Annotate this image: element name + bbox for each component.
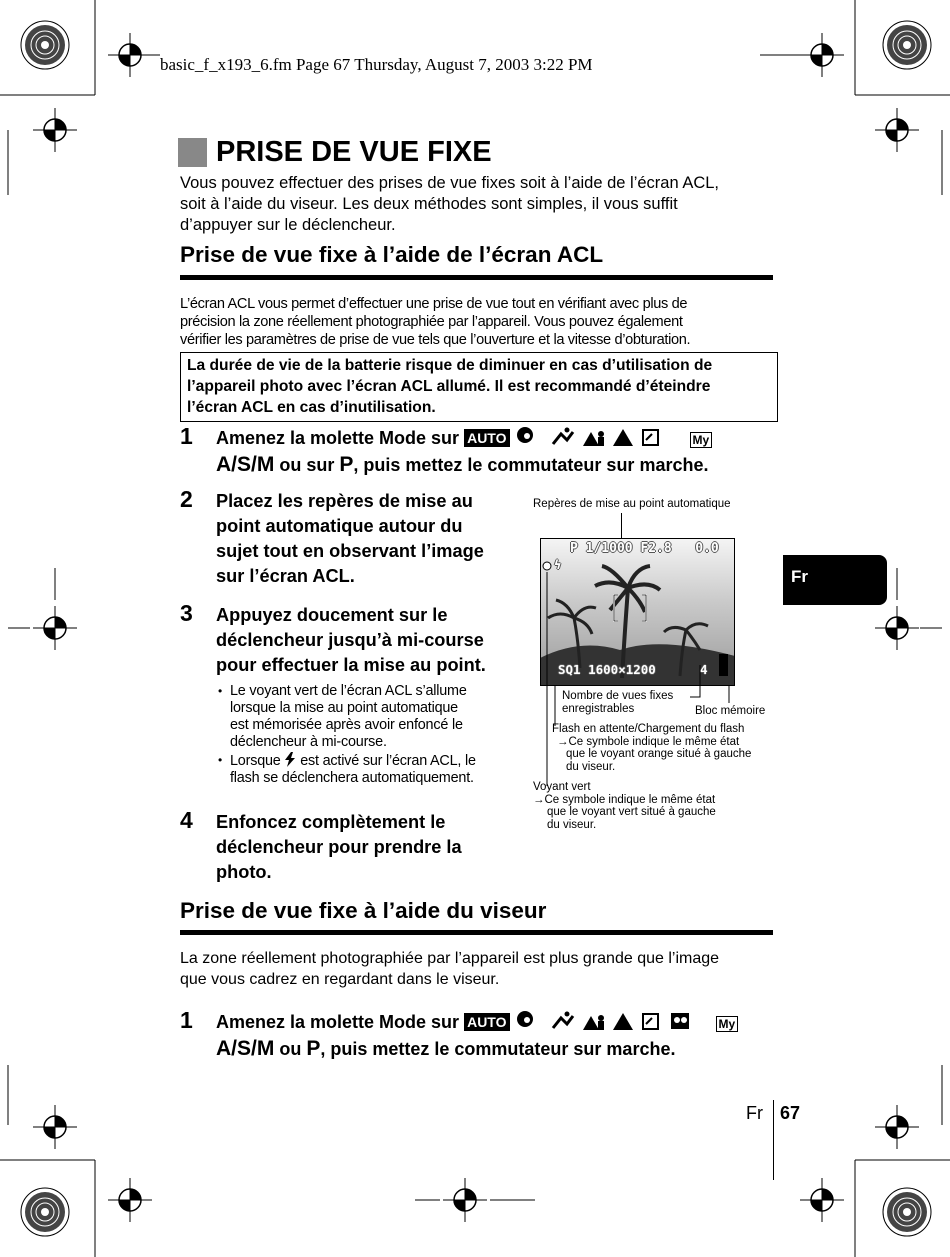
para-line: précision la zone réellement photographiée par l’appareil. Vous pouvez également <box>180 314 683 330</box>
step-number: 4 <box>180 807 193 833</box>
step-line: point automatique autour du <box>216 516 463 536</box>
landscape-portrait-icon <box>583 431 604 446</box>
caption-line: →Ce symbole indique le même état <box>557 735 740 748</box>
warning-line: l’appareil photo avec l’écran ACL allumé. Il est recommandé d’éteindre <box>187 378 711 395</box>
footer-language: Fr <box>746 1103 763 1123</box>
caption-line: Flash en attente/Chargement du flash <box>552 723 745 735</box>
lcd-screen-illustration <box>540 538 735 686</box>
scene-mode-icons <box>515 426 685 448</box>
my-mode-icon: My <box>690 432 713 448</box>
step4-text <box>216 810 462 885</box>
section-heading-lcd: Prise de vue fixe à l’aide de l’écran ACL <box>180 242 604 267</box>
auto-mode-icon: AUTO <box>464 429 509 447</box>
para-line: vérifier les paramètres de prise de vue tels que l’ouverture et la vitesse d’obturation. <box>180 332 691 348</box>
scene-mode-icons <box>515 1010 711 1032</box>
warning-box <box>180 352 778 422</box>
memory-caption: Bloc mémoire <box>695 705 766 717</box>
step-line: Placez les repères de mise au <box>216 491 473 511</box>
page-title-text: PRISE DE VUE FIXE <box>216 136 492 168</box>
intro-paragraph <box>180 173 780 236</box>
step-line: sujet tout en observant l’image <box>216 541 484 561</box>
intro-line: soit à l’aide du viseur. Les deux méthodes sont simples, il vous suffit <box>180 195 678 213</box>
lcd-frame-count: 4 <box>700 662 708 677</box>
step-line: déclencheur pour prendre la <box>216 837 462 857</box>
landscape-portrait-icon <box>583 1015 604 1030</box>
step-line: Appuyez doucement sur le <box>216 605 448 625</box>
section2-paragraph <box>180 948 780 990</box>
frames-caption <box>562 690 673 715</box>
step-line: Enfoncez complètement le <box>216 812 446 832</box>
caption-line: du viseur. <box>547 818 597 831</box>
step3-text <box>216 603 486 678</box>
step-text: , puis mettez le commutateur sur marche. <box>320 1039 676 1059</box>
step-line: pour effectuer la mise au point. <box>216 655 486 675</box>
step1-line2 <box>216 1036 675 1062</box>
caption-line: que le voyant vert situé à gauche <box>547 806 716 818</box>
print-header: basic_f_x193_6.fm Page 67 Thursday, August 7, 2003 3:22 PM <box>160 55 593 74</box>
bullet-item <box>218 683 518 751</box>
step1-line1 <box>216 426 712 453</box>
sport-icon <box>553 1012 573 1029</box>
asm-mode-label: A/S/M <box>216 1037 275 1060</box>
bullet-line: • Le voyant vert de l’écran ACL s’allume <box>230 683 467 699</box>
section-heading-viewfinder: Prise de vue fixe à l’aide du viseur <box>180 898 547 923</box>
para-line: La zone réellement photographiée par l’appareil est plus grande que l’image <box>180 950 720 967</box>
section-rule <box>180 275 773 280</box>
green-led-caption <box>533 781 716 831</box>
step-text: Amenez la molette Mode sur <box>216 428 460 448</box>
portrait-icon <box>517 427 533 443</box>
step3-bullets <box>218 683 518 788</box>
bullet-line: déclencheur à mi-course. <box>230 734 387 750</box>
page-number: 67 <box>780 1103 801 1123</box>
step-number: 3 <box>180 600 193 626</box>
caption-line: du viseur. <box>566 760 616 773</box>
caption-line: que le voyant orange situé à gauche <box>566 748 752 760</box>
warning-line: l’écran ACL en cas d’inutilisation. <box>187 399 436 416</box>
footer-divider <box>773 1100 774 1180</box>
intro-line: d’appuyer sur le déclencheur. <box>180 216 396 234</box>
para-line: que vous cadrez en regardant dans le viseur. <box>180 971 500 988</box>
caption-line: enregistrables <box>562 702 635 715</box>
step-number: 1 <box>180 1007 193 1033</box>
caption-line: Nombre de vues fixes <box>562 690 674 702</box>
bullet-item <box>218 752 518 787</box>
step-text: , puis mettez le commutateur sur marche. <box>353 455 709 475</box>
bullet-line: est mémorisée après avoir enfoncé le <box>230 717 463 733</box>
step-line: photo. <box>216 862 272 882</box>
lcd-readout: P 1/1000 F2.8 0.0 <box>570 541 719 556</box>
warning-line: La durée de vie de la batterie risque de diminuer en cas d’utilisation de <box>187 357 713 374</box>
p-mode-label: P <box>306 1037 321 1060</box>
side-tab-label: Fr <box>791 567 808 586</box>
para-line: L’écran ACL vous permet d’effectuer une prise de vue tout en vérifiant avec plus de <box>180 296 688 312</box>
step-number: 1 <box>180 423 193 449</box>
sport-icon <box>553 428 573 445</box>
step1-line1 <box>216 1010 738 1037</box>
p-mode-label: P <box>339 453 354 476</box>
af-marks-caption: Repères de mise au point automatique <box>533 498 731 510</box>
flash-caption <box>552 723 751 773</box>
landscape-icon <box>613 1013 633 1030</box>
bullet-line: flash se déclenchera automatiquement. <box>230 770 474 786</box>
step-text: ou <box>274 1039 307 1059</box>
section1-paragraph <box>180 295 780 349</box>
asm-mode-label: A/S/M <box>216 453 275 476</box>
my-mode-icon: My <box>716 1016 739 1032</box>
step2-text <box>216 489 484 589</box>
caption-line: Voyant vert <box>533 781 591 793</box>
caption-line: →Ce symbole indique le même état <box>533 793 716 806</box>
language-side-tab <box>783 555 887 605</box>
lcd-flash-icon: ϟ <box>554 558 562 572</box>
bullet-text: Lorsque <box>230 753 281 769</box>
portrait-icon <box>517 1011 533 1027</box>
self-portrait-icon <box>671 1013 689 1029</box>
night-scene-icon <box>643 430 658 445</box>
bullet-text: est activé sur l’écran ACL, le <box>300 753 476 769</box>
step-number: 2 <box>180 486 193 512</box>
section-rule <box>180 930 773 935</box>
page-title <box>178 136 492 169</box>
landscape-icon <box>613 429 633 446</box>
step1-line2 <box>216 452 708 478</box>
auto-mode-icon: AUTO <box>464 1013 509 1031</box>
step-text: Amenez la molette Mode sur <box>216 1012 460 1032</box>
intro-line: Vous pouvez effectuer des prises de vue fixes soit à l’aide de l’écran ACL, <box>180 174 720 192</box>
bullet-line: lorsque la mise au point automatique <box>230 700 458 716</box>
title-square-icon <box>178 138 207 167</box>
lcd-quality-readout: SQ1 1600×1200 <box>558 662 656 677</box>
step-line: déclencheur jusqu’à mi-course <box>216 630 484 650</box>
step-line: sur l’écran ACL. <box>216 566 355 586</box>
flash-icon <box>284 752 296 767</box>
step-text: ou sur <box>274 455 340 475</box>
night-scene-icon <box>643 1014 658 1029</box>
